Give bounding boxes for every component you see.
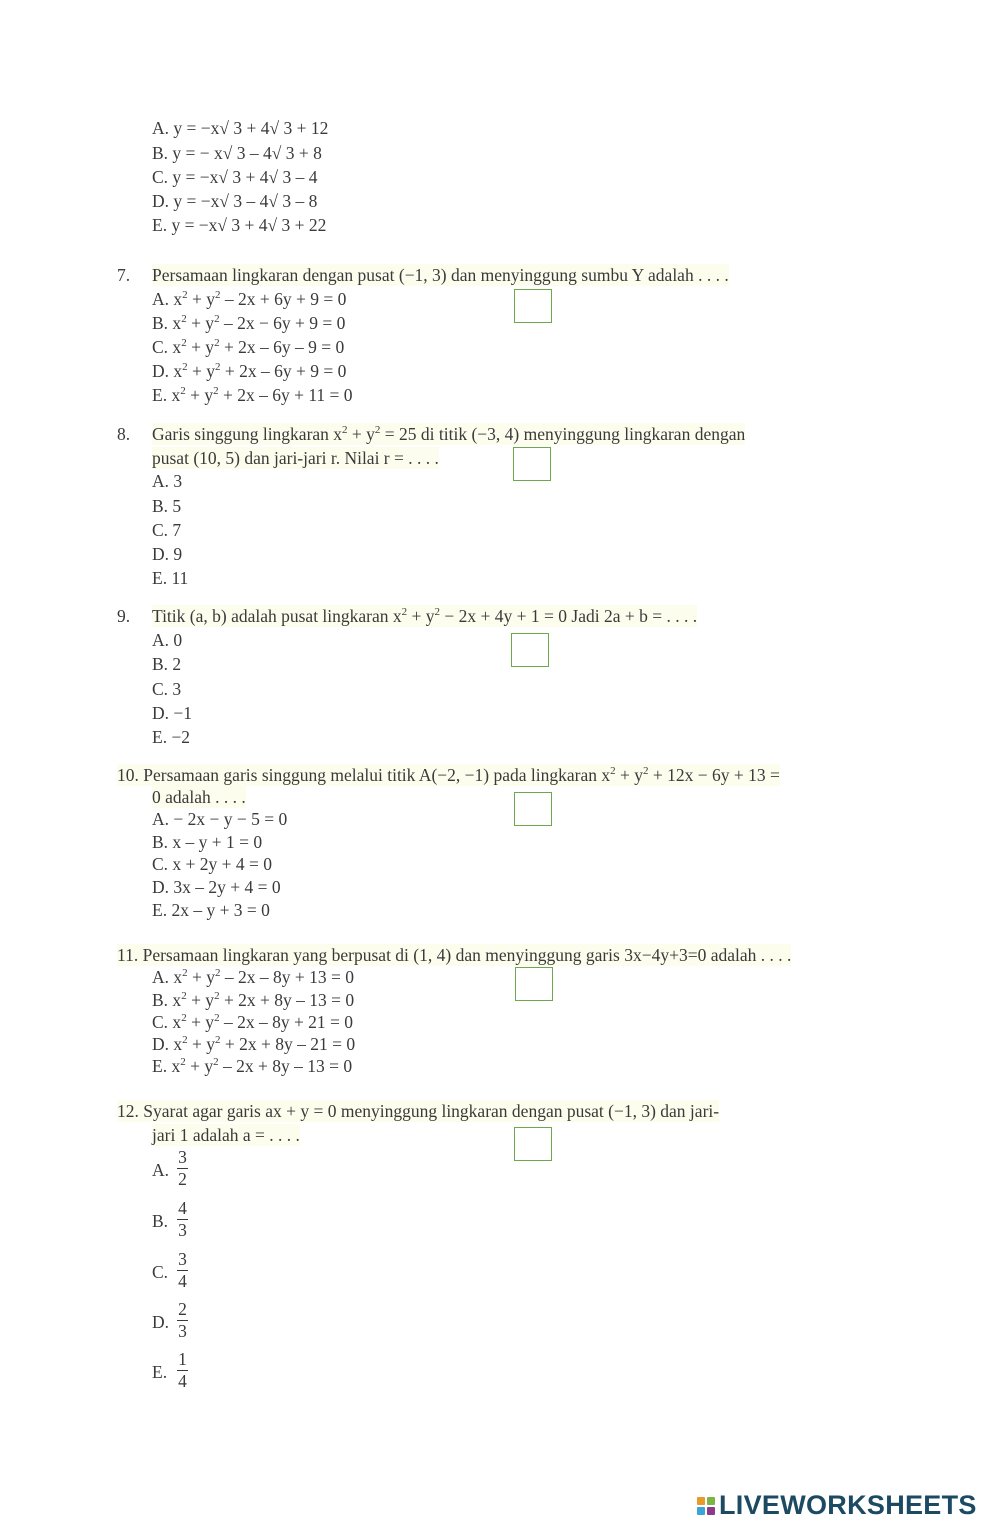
q8-number: 8. <box>117 424 131 444</box>
q7-option-d: D. $x^2 + y^2 + 2x - 6y + 9 = 0$ <box>152 361 347 381</box>
q9-option-e: E. −2 <box>152 727 191 747</box>
q11-option-c: C. $x^2 + y^2 - 2x - 8y + 21 = 0$ <box>152 1012 354 1032</box>
q8-option-c: C. 7 <box>152 520 182 540</box>
q8-option-b: B. 5 <box>152 496 182 516</box>
q9-option-b: B. 2 <box>152 654 182 674</box>
q12-option-c-fraction: 3 4 <box>178 1249 187 1291</box>
q11-option-d: D. $x^2 + y^2 + 2x + 8y - 21 = 0$ <box>152 1034 356 1054</box>
q12-option-e-letter: E. <box>152 1362 168 1382</box>
q9-option-d: D. −1 <box>152 703 193 723</box>
q8-question-line2: pusat (10, 5) dan jari-jari r. Nilai r = . . . . <box>152 448 439 468</box>
liveworksheets-logo-text: LIVEWORKSHEETS <box>719 1490 977 1520</box>
q12-question-line1: 12. Syarat agar garis ax + y = 0 menyinggung lingkaran dengan pusat (−1, 3) dan jari- <box>117 1101 720 1121</box>
q11-answer-box[interactable] <box>515 967 553 1001</box>
liveworksheets-logo-icon <box>697 1497 715 1515</box>
q10-option-c: C. x + 2y + 4 = 0 <box>152 854 273 874</box>
q7-answer-box[interactable] <box>514 289 552 323</box>
q7-option-c: C. $x^2 + y^2 + 2x - 6y - 9 = 0$ <box>152 337 345 357</box>
q10-option-a: A. − 2x − y − 5 = 0 <box>152 809 288 829</box>
q9-option-c: C. 3 <box>152 679 182 699</box>
q6-option-b: B. y = − x√ 3 – 4√ 3 + 8 <box>152 143 322 163</box>
q8-question-line1: Garis singgung lingkaran $x^2 + y^2 = 25$ di titik (−3, 4) menyinggung lingkaran dengan <box>152 424 746 444</box>
q12-option-c-letter: C. <box>152 1262 169 1282</box>
q6-option-a: A. y = −x√ 3 + 4√ 3 + 12 <box>152 118 329 138</box>
q7-option-a: A. $x^2 + y^2 - 2x + 6y + 9 = 0$ <box>152 289 347 309</box>
q12-option-a-letter: A. <box>152 1160 170 1180</box>
q9-number: 9. <box>117 606 131 626</box>
q10-option-b: B. x – y + 1 = 0 <box>152 832 263 852</box>
q7-number: 7. <box>117 265 131 285</box>
q8-option-e: E. 11 <box>152 568 189 588</box>
q6-option-c: C. y = −x√ 3 + 4√ 3 – 4 <box>152 167 318 187</box>
q10-question-line1: 10. Persamaan garis singgung melalui titik A(−2, −1) pada lingkaran $x^2 + y^2 + 12x - 6y + 13$ = <box>117 765 780 785</box>
q12-option-b-letter: B. <box>152 1211 169 1231</box>
q8-answer-box[interactable] <box>513 447 551 481</box>
liveworksheets-logo <box>697 1490 977 1521</box>
q10-question-line2: 0 adalah . . . . <box>152 787 246 807</box>
q7-option-b: B. $x^2 + y^2 - 2x - 6y + 9 = 0$ <box>152 313 346 333</box>
q9-option-a: A. 0 <box>152 630 183 650</box>
q11-question: 11. Persamaan lingkaran yang berpusat di (1, 4) dan menyinggung garis 3x−4y+3=0 adalah . . . . <box>117 945 792 965</box>
q10-option-d: D. 3x – 2y + 4 = 0 <box>152 877 281 897</box>
q8-option-d: D. 9 <box>152 544 183 564</box>
q12-option-d-letter: D. <box>152 1312 170 1332</box>
q11-option-b: B. $x^2 + y^2 + 2x + 8y - 13 = 0$ <box>152 990 355 1010</box>
q12-option-a-fraction: 3 2 <box>178 1147 187 1189</box>
q9-question: Titik (a, b) adalah pusat lingkaran $x^2 + y^2 - 2x + 4y + 1 = 0$ Jadi 2a + b = . . . . <box>152 606 698 626</box>
q12-question-line2: jari 1 adalah a = . . . . <box>152 1125 300 1145</box>
q6-option-e: E. y = −x√ 3 + 4√ 3 + 22 <box>152 215 327 235</box>
q8-option-a: A. 3 <box>152 471 183 491</box>
q12-option-d-fraction: 2 3 <box>178 1299 187 1341</box>
q10-answer-box[interactable] <box>514 792 552 826</box>
q7-option-e: E. $x^2 + y^2 + 2x - 6y + 11 = 0$ <box>152 385 353 405</box>
q12-option-e-fraction: 1 4 <box>178 1349 187 1391</box>
q9-answer-box[interactable] <box>511 633 549 667</box>
q6-option-d: D. y = −x√ 3 – 4√ 3 – 8 <box>152 191 318 211</box>
q11-option-e: E. $x^2 + y^2 - 2x + 8y - 13 = 0$ <box>152 1056 353 1076</box>
q11-option-a: A. $x^2 + y^2 - 2x - 8y + 13 = 0$ <box>152 967 355 987</box>
q7-question: Persamaan lingkaran dengan pusat (−1, 3) dan menyinggung sumbu Y adalah . . . . <box>152 265 729 285</box>
q12-answer-box[interactable] <box>514 1127 552 1161</box>
q10-option-e: E. 2x – y + 3 = 0 <box>152 900 270 920</box>
q12-option-b-fraction: 4 3 <box>178 1198 187 1240</box>
